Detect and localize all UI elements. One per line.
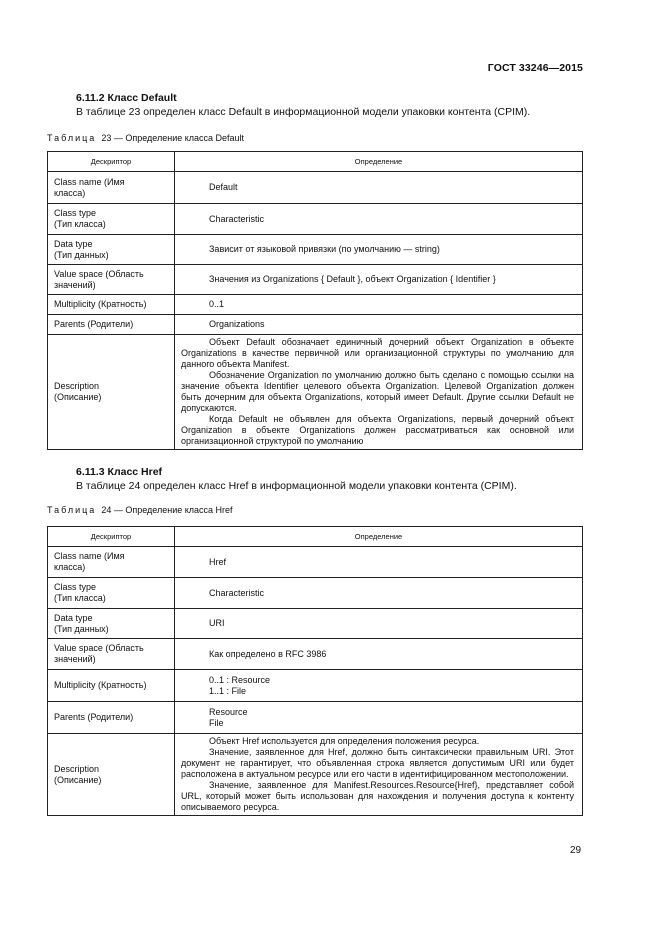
row-value: Значения из Organizations { Default }, объект Organization { Identifier } (175, 265, 583, 295)
row-term: Value space (Область значений) (48, 265, 175, 295)
table-23-caption (47, 133, 244, 143)
row-term: Description (Описание) (48, 335, 175, 450)
table-row (48, 204, 583, 235)
table-row (48, 578, 583, 609)
table-header-row (48, 152, 583, 172)
table-row-description (48, 335, 583, 450)
table-row-description (48, 734, 583, 816)
description-paragraph: Когда Default не объявлен для объекта Organizations, первый дочерний объект Organization в объекте Organizations должен рассматриваться как основной или организационной структурой по умолчанию (181, 414, 574, 446)
table-header-row (48, 527, 583, 547)
description-paragraph: Объект Href используется для определения положения ресурса. (209, 736, 480, 746)
row-term: Multiplicity (Кратность) (48, 670, 175, 702)
row-term: Class name (Имя класса) (48, 547, 175, 578)
row-value: Зависит от языковой привязки (по умолчанию — string) (175, 235, 583, 265)
row-value: Characteristic (175, 204, 583, 235)
section-text-href: В таблице 24 определен класс Href в информационной модели упаковки контента (CPIM). (76, 480, 517, 492)
description-paragraph: Значение, заявленное для Href, должно быть синтаксически правильным URI. Этот документ не гарантирует, что объявленная строка является допустимым URI или будет расположена в актуальном ресурсе или его части в идентифицированном местоположении. (181, 747, 574, 779)
section-title-href: 6.11.3 Класс Href (76, 466, 163, 478)
row-term: Parents (Родители) (48, 702, 175, 734)
row-term: Class name (Имя класса) (48, 172, 175, 204)
document-header: ГОСТ 33246—2015 (487, 62, 583, 74)
description-paragraph: Объект Default обозначает единичный дочерний объект Organization в объекте Organizations в качестве первичной или организационной структуры по умолчанию для данного объекта Manifest. (181, 337, 574, 369)
row-term: Multiplicity (Кратность) (48, 295, 175, 315)
caption-label: Таблица (47, 505, 97, 515)
description-paragraph: Обозначение Organization по умолчанию должно быть сделано с помощью ссылки на значение объекта Identifier целевого объекта Organization. Целевой Organization должен быть дочерним для объекта Organizations, который имеет Default. Другие ссылки Default не допускаются. (181, 370, 574, 413)
section-title-default: 6.11.2 Класс Default (76, 92, 177, 104)
row-value: Default (175, 172, 583, 204)
table-row (48, 315, 583, 335)
col-header-definition: Определение (175, 527, 583, 547)
table-row (48, 235, 583, 265)
row-value: 0..1 : Resource 1..1 : File (175, 670, 583, 702)
table-row (48, 295, 583, 315)
col-header-descriptor: Дескриптор (48, 152, 175, 172)
row-value: Resource File (175, 702, 583, 734)
row-value: URI (175, 609, 583, 639)
row-term: Data type (Тип данных) (48, 609, 175, 639)
row-term: Value space (Область значений) (48, 639, 175, 670)
table-row (48, 609, 583, 639)
row-value: Как определено в RFC 3986 (175, 639, 583, 670)
table-row (48, 639, 583, 670)
col-header-descriptor: Дескриптор (48, 527, 175, 547)
table-24 (47, 526, 583, 816)
caption-text: 23 — Определение класса Default (101, 133, 245, 143)
row-value: Organizations (175, 315, 583, 335)
page-number: 29 (570, 845, 582, 856)
row-term: Parents (Родители) (48, 315, 175, 335)
table-23 (47, 151, 583, 450)
table-24-caption (47, 505, 233, 515)
table-row (48, 265, 583, 295)
row-term: Data type (Тип данных) (48, 235, 175, 265)
table-row (48, 172, 583, 204)
description-text (175, 335, 583, 450)
row-value: Characteristic (175, 578, 583, 609)
row-term: Class type (Тип класса) (48, 204, 175, 235)
row-term: Description (Описание) (48, 734, 175, 816)
col-header-definition: Определение (175, 152, 583, 172)
table-row (48, 702, 583, 734)
description-paragraph: Значение, заявленное для Manifest.Resources.Resource{Href}, представляет собой URL, который может быть использован для нахождения и получения доступа к контенту описываемого ресурса. (181, 780, 574, 812)
table-row (48, 547, 583, 578)
row-value: Href (175, 547, 583, 578)
row-value: 0..1 (175, 295, 583, 315)
caption-label: Таблица (47, 133, 97, 143)
row-term: Class type (Тип класса) (48, 578, 175, 609)
caption-text: 24 — Определение класса Href (101, 505, 233, 515)
table-row (48, 670, 583, 702)
section-text-default: В таблице 23 определен класс Default в информационной модели упаковки контента (CPIM). (76, 106, 531, 118)
description-text (175, 734, 583, 816)
